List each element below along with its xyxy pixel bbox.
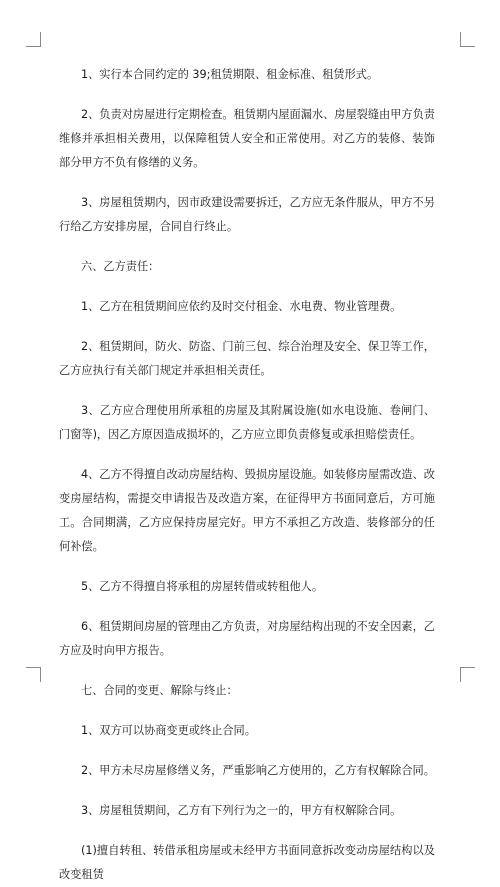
paragraph-change-3-item-1: (1)擅自转租、转借承租房屋或未经甲方书面同意拆改变动房屋结构以及改变租赁 [59,844,435,881]
crop-mark-bottom-right [460,667,475,682]
paragraph-tenant-duty-1: 1、乙方在租赁期间应依约及时交付租金、水电费、物业管理费。 [81,300,402,313]
paragraph-tenant-duty-3: 3、乙方应合理使用所承租的房屋及其附属设施(如水电设施、卷闸门、门窗等)，因乙方原因造成损坏的，乙方应立即负责修复或承担赔偿责任。 [59,404,435,441]
section-heading-tenant-duties: 六、乙方责任： [81,260,160,273]
paragraph-tenant-duty-4: 4、乙方不得擅自改动房屋结构、毁损房屋设施。如装修房屋需改造、改变房屋结构，需提交申请报告及改造方案，在征得甲方书面同意后，方可施工。合同期满，乙方应保持房屋完好。甲方不承担乙方改造、装修部分的任何补偿。 [59,468,435,553]
crop-mark-bottom-left [26,667,41,682]
document-body [59,63,435,887]
section-heading-contract-changes: 七、合同的变更、解除与终止： [81,684,238,697]
paragraph-change-3: 3、房屋租赁期间，乙方有下列行为之一的，甲方有权解除合同。 [81,804,402,817]
paragraph-landlord-duty-3: 3、房屋租赁期内，因市政建设需要拆迁，乙方应无条件服从，甲方不另行给乙方安排房屋，合同自行终止。 [59,196,435,233]
crop-mark-top-right [460,32,475,47]
paragraph-tenant-duty-2: 2、租赁期间，防火、防盗、门前三包、综合治理及安全、保卫等工作，乙方应执行有关部门规定并承担相关责任。 [59,340,435,377]
crop-mark-top-left [26,32,41,47]
paragraph-change-2: 2、甲方未尽房屋修缮义务，严重影响乙方使用的，乙方有权解除合同。 [81,764,435,777]
paragraph-landlord-duty-1: 1、实行本合同约定的 39;租赁期限、租金标准、租赁形式。 [81,68,379,81]
paragraph-change-1: 1、双方可以协商变更或终止合同。 [81,724,256,737]
paragraph-landlord-duty-2: 2、负责对房屋进行定期检查。租赁期内屋面漏水、房屋裂缝由甲方负责维修并承担相关费用，以保障租赁人安全和正常使用。对乙方的装修、装饰部分甲方不负有修缮的义务。 [59,108,435,169]
paragraph-tenant-duty-6: 6、租赁期间房屋的管理由乙方负责，对房屋结构出现的不安全因素，乙方应及时向甲方报告。 [59,620,435,657]
paragraph-tenant-duty-5: 5、乙方不得擅自将承租的房屋转借或转租他人。 [81,580,324,593]
